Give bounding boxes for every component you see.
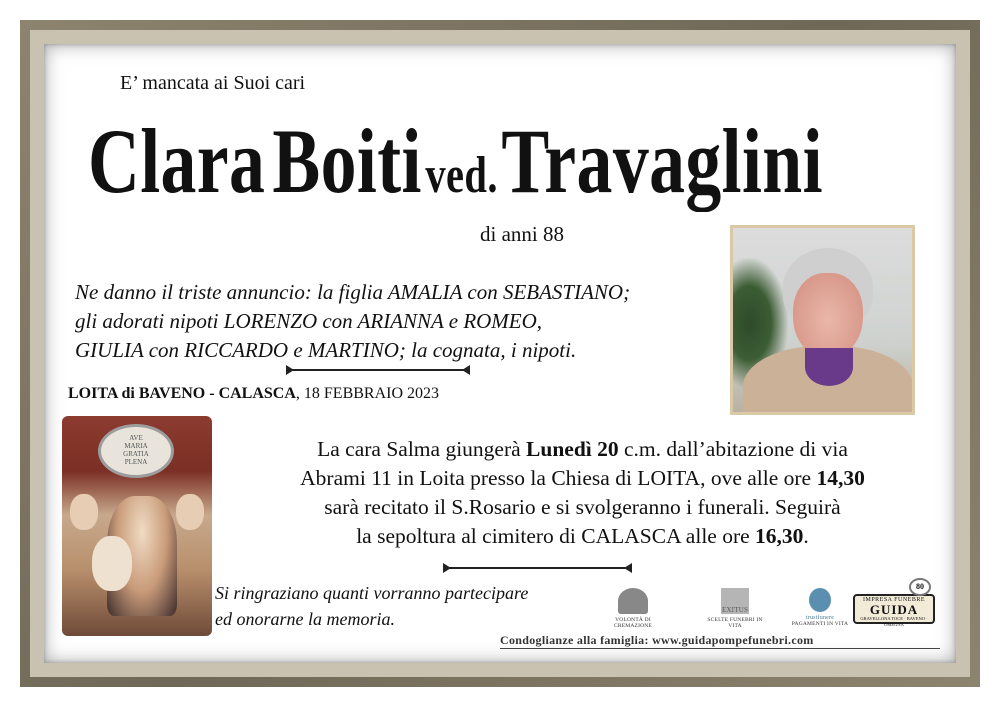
- medallion: [98, 424, 174, 478]
- portrait-photo: [730, 225, 915, 415]
- burial-time: 16,30: [755, 524, 804, 548]
- thanks-note: [215, 580, 575, 632]
- deceased-name: [88, 108, 823, 214]
- logo-caption: VOLONTÀ DI CREMAZIONE: [613, 617, 653, 629]
- exitus-logo: [700, 588, 770, 629]
- medallion-text: PLENA: [124, 458, 148, 466]
- guida-top-text: IMPRESA FUNEBRE: [862, 597, 925, 603]
- age: di anni 88: [480, 222, 564, 246]
- funeral-text: .: [803, 524, 809, 548]
- exitus-wordmark: EXITUS: [721, 606, 749, 614]
- first-name: Clara: [88, 110, 266, 212]
- announcement-line: GIULIA con RICCARDO e MARTINO; la cognata, i nipoti.: [75, 338, 577, 362]
- anniversary-badge-icon: 80: [909, 578, 931, 596]
- widow-abbrev: ved.: [425, 147, 498, 204]
- photo-face: [793, 273, 863, 358]
- funeral-line: [210, 464, 955, 493]
- angel-right: [176, 494, 204, 530]
- trustfunere-logo: [785, 588, 855, 627]
- intro-text: E’ mancata ai Suoi cari: [120, 72, 306, 94]
- cremation-icon: [618, 588, 648, 614]
- funeral-text: c.m. dall’abitazione di via: [618, 437, 848, 461]
- funeral-line: [210, 435, 955, 464]
- cremation-logo: [598, 588, 668, 629]
- condolences-underline: [500, 648, 940, 649]
- thanks-line: Si ringraziano quanti vorranno partecipare: [215, 583, 529, 603]
- funeral-day: Lunedì 20: [526, 437, 619, 461]
- medallion-text: GRATIA: [123, 450, 149, 458]
- thanks-line: ed onorarne la memoria.: [215, 609, 395, 629]
- condolences-text: Condoglianze alla famiglia: www.guidapompefunebri.com: [500, 633, 814, 647]
- trustfunere-wordmark: trustfunere: [805, 615, 835, 621]
- guida-locations: GRAVELLONA TOCE · BAVENO · OMEGNA: [860, 616, 928, 627]
- funeral-text: Abrami 11 in Loita presso la Chiesa di LOITA, ove alle ore: [300, 466, 817, 490]
- medallion-text: MARIA: [124, 442, 148, 450]
- funeral-details: [210, 435, 955, 551]
- photo-collar: [805, 348, 853, 386]
- guida-name: GUIDA: [869, 602, 919, 617]
- service-logos: [590, 580, 950, 630]
- logo-caption: SCELTE FUNEBRI IN VITA: [707, 617, 763, 629]
- announcement-line: Ne danno il triste annuncio: la figlia AMALIA con SEBASTIANO;: [75, 280, 631, 304]
- funeral-line: sarà recitato il S.Rosario e si svolgeranno i funerali. Seguirà: [324, 495, 841, 519]
- announcement: [75, 278, 735, 365]
- surname: Boiti: [272, 110, 422, 212]
- married-name: Travaglini: [501, 110, 823, 212]
- angel-left: [70, 494, 98, 530]
- funeral-text: La cara Salma giungerà: [317, 437, 527, 461]
- funeral-line: [210, 522, 955, 551]
- place: LOITA di BAVENO - CALASCA: [68, 385, 296, 402]
- exitus-icon: [721, 588, 749, 614]
- child-figure: [92, 536, 132, 591]
- date: , 18 FEBBRAIO 2023: [295, 385, 440, 402]
- logo-caption: PAGAMENTI IN VITA: [791, 621, 849, 627]
- guida-logo: [853, 582, 935, 627]
- guida-badge: [853, 594, 935, 627]
- funeral-text: la sepoltura al cimitero di CALASCA alle ore: [356, 524, 756, 548]
- trustfunere-icon: [809, 588, 831, 612]
- place-date: [68, 385, 439, 403]
- madonna-image: [62, 416, 212, 636]
- funeral-time: 14,30: [816, 466, 865, 490]
- ornamental-divider-icon: [288, 369, 468, 371]
- medallion-text: AVE: [129, 434, 143, 442]
- ornamental-divider-icon: [445, 567, 630, 569]
- announcement-line: gli adorati nipoti LORENZO con ARIANNA e ROMEO,: [75, 309, 543, 333]
